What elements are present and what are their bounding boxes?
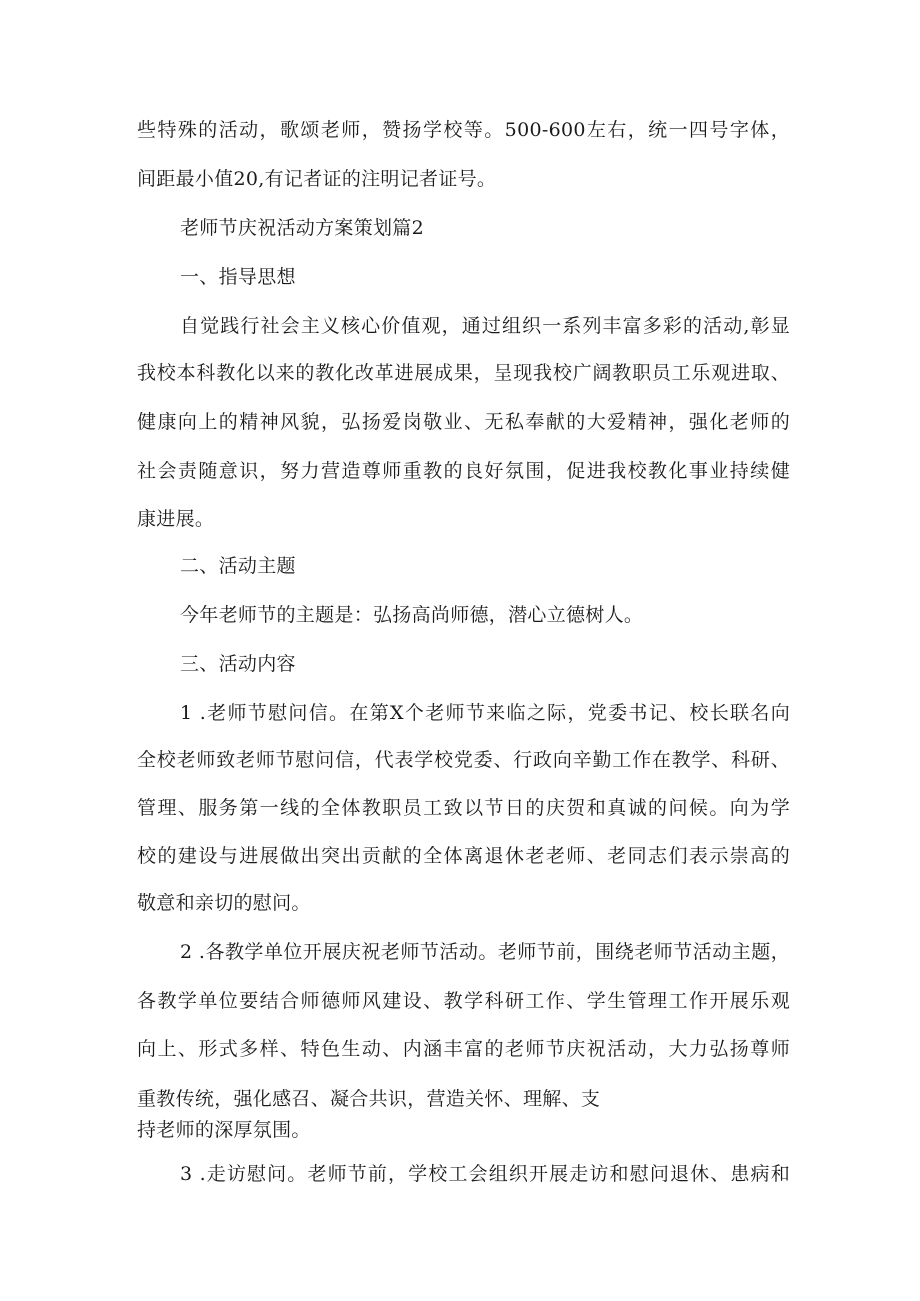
text-line: 社会责随意识，努力营造尊师重教的良好氛围，促进我校教化事业持续健: [137, 460, 790, 482]
text-line: 持老师的深厚氛围。: [137, 1119, 311, 1141]
text-line: 2 .各教学单位开展庆祝老师节活动。老师节前，围绕老师节活动主题，: [180, 941, 790, 963]
text-line: 康进展。: [137, 508, 215, 530]
text-line: 1 .老师节慰问信。在第X个老师节来临之际，党委书记、校长联名向: [180, 702, 790, 724]
text-line: 校的建设与进展做出突出贡献的全体离退休老老师、老同志们表示崇高的: [137, 845, 790, 867]
text-line: 重教传统，强化感召、凝合共识，营造关怀、理解、支: [137, 1088, 601, 1110]
text-line: 敬意和亲切的慰问。: [137, 892, 311, 914]
text-line: 3 .走访慰问。老师节前，学校工会组织开展走访和慰问退休、患病和: [180, 1163, 790, 1185]
section-heading: 二、活动主题: [180, 555, 296, 577]
text-line: 今年老师节的主题是：弘扬高尚师德，潜心立德树人。: [180, 604, 644, 626]
section-heading: 一、指导思想: [180, 266, 296, 288]
text-line: 我校本科教化以来的教化改革进展成果，呈现我校广阔教职员工乐观进取、: [137, 362, 790, 384]
section-heading: 三、活动内容: [180, 653, 296, 675]
text-line: 自觉践行社会主义核心价值观，通过组织一系列丰富多彩的活动,彰显: [180, 315, 790, 337]
text-line: 些特殊的活动，歌颂老师，赞扬学校等。500-600左右，统一四号字体，: [137, 119, 790, 141]
text-line: 各教学单位要结合师德师风建设、教学科研工作、学生管理工作开展乐观: [137, 990, 790, 1012]
text-line: 全校老师致老师节慰问信，代表学校党委、行政向辛勤工作在教学、科研、: [137, 749, 790, 771]
text-line: 向上、形式多样、特色生动、内涵丰富的老师节庆祝活动，大力弘扬尊师: [137, 1038, 790, 1060]
text-line: 管理、服务第一线的全体教职员工致以节日的庆贺和真诚的问候。向为学: [137, 797, 790, 819]
text-line: 健康向上的精神风貌，弘扬爱岗敬业、无私奉献的大爱精神，强化老师的: [137, 411, 790, 433]
text-line: 间距最小值20,有记者证的注明记者证号。: [137, 168, 497, 190]
section-heading: 老师节庆祝活动方案策划篇2: [180, 217, 424, 239]
